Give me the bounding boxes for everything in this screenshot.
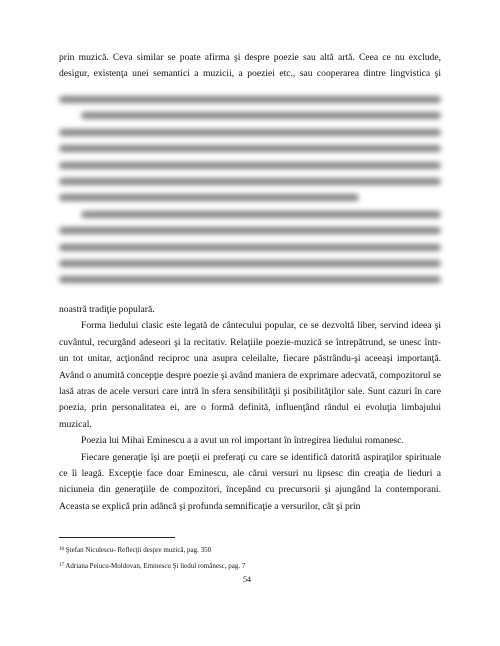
footnote (59, 545, 211, 555)
blurred-text-block (59, 91, 441, 288)
blurred-line (59, 107, 441, 123)
blurred-line (59, 239, 441, 255)
paragraph: noastră tradiţie populară. (59, 304, 155, 315)
blurred-line (59, 189, 441, 205)
paragraph: Fiecare generaţie îşi are poeţii ei preferaţi cu care se identifică datorită aspiraţilor spirituale ce îi leagă. Excepţie face doar Eminescu, ale cărui versuri nu lipsesc din creaţia de lieduri a niciuneia din generaţiile de compozitori, începând cu precursorii şi ajungând la contemporani. Aceasta se explică prin adâncă şi profunda semnificaţie a versurilor, cât şi prin (59, 451, 441, 512)
footnote-number: 16 (59, 547, 64, 552)
footnote (59, 561, 245, 571)
blurred-line (59, 124, 441, 140)
footnote-number: 17 (59, 563, 64, 568)
page-number: 54 (243, 575, 251, 584)
blurred-line (59, 206, 441, 222)
body-text-main (59, 302, 441, 515)
footnote-text: Ştefan Niculescu- Reflecţii despre muzică, pag. 350 (65, 546, 212, 554)
blurred-line (59, 91, 441, 107)
paragraph: Poezia lui Mihai Eminescu a a avut un rol important în întregirea liedului romanesc. (81, 435, 404, 447)
blurred-line (59, 255, 441, 271)
blurred-line (59, 271, 441, 287)
blurred-line (59, 173, 441, 189)
body-text-top (59, 50, 441, 83)
footnote-separator (59, 537, 175, 538)
blurred-line (59, 157, 441, 173)
text-line: prin muzică. Ceva similar se poate afirma şi despre poezie sau altă artă. Ceea ce nu exclude, (59, 52, 441, 63)
blurred-line (59, 222, 441, 238)
paragraph: Forma liedului clasic este legată de cântecului popular, ce se dezvoltă liber, servind ideea şi cuvântul, recurgând adeseori şi la recitativ. Relaţiile poezie-muzică se întrepătrund, se unesc într-un tot unitar, acţionând reciproc una asupra celeilalte, fiecare păstrându-şi aceeaşi importanţă. Având o anumită concepţie despre poezie şi având maniera de exprimare adecvată, compozitorul se lasă atras de acele versuri care intră în sfera sensibilităţii şi posibilităţilor sale. Sunt cazuri în care poezia, prin personalitatea ei, are o formă definită, influenţând rândul ei evoluţia limbajului muzical. (59, 320, 441, 430)
text-line: desigur, existenţa unei semantici a muzicii, a poeziei etc., sau cooperarea dintre lingvistica şi (59, 68, 441, 80)
blurred-line (59, 140, 441, 156)
footnote-text: Adriana Peiucu-Moldovan, Eminescu Şi liedul românesc, pag. 7 (65, 562, 246, 570)
